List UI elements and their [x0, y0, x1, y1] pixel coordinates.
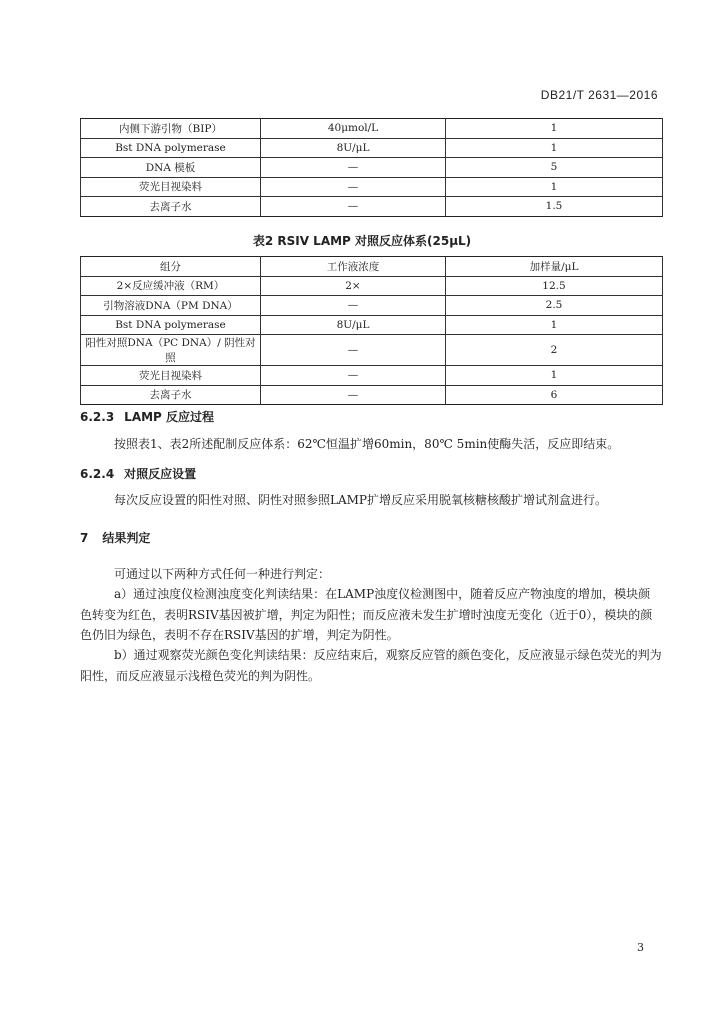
table-cell: Bst DNA polymerase	[81, 315, 261, 335]
table-cell: 1	[446, 315, 663, 335]
table-row	[81, 315, 663, 335]
table-cell: 1	[446, 177, 663, 197]
table-cell: 2	[446, 335, 663, 366]
section-title: 对照反应设置	[124, 467, 197, 481]
section-title: LAMP 反应过程	[124, 410, 215, 424]
table-cell: 阳性对照DNA（PC DNA）/ 阴性对照	[81, 335, 261, 366]
table-cell: —	[261, 158, 446, 178]
list-item-a: a）通过浊度仪检测浊度变化判读结果：在LAMP浊度仪检测图中，随着反应产物浊度的增加，模块颜色转变为红色，表明RSIV基因被扩增，判定为阳性；而反应液未发生扩增时浊度无变化（近于0），模块的颜色仍旧为绿色，表明不存在RSIV基因的扩增，判定为阴性。	[80, 587, 653, 642]
table-row	[81, 158, 663, 178]
document-standard-number: DB21/T 2631—2016	[540, 88, 658, 102]
table-cell: —	[261, 366, 446, 386]
table-cell: 5	[446, 158, 663, 178]
table-row	[81, 197, 663, 217]
table-cell: 1.5	[446, 197, 663, 217]
table-cell: DNA 模板	[81, 158, 261, 178]
table-row	[81, 385, 663, 405]
table-cell: —	[261, 335, 446, 366]
table-row	[81, 119, 663, 139]
list-item-b: b）通过观察荧光颜色变化判读结果：反应结束后，观察反应管的颜色变化，反应液显示绿色荧光的判为阳性，而反应液显示浅橙色荧光的判为阴性。	[80, 648, 662, 683]
table-cell: Bst DNA polymerase	[81, 138, 261, 158]
section-number: 6.2.4	[80, 467, 115, 481]
table-cell: 荧光目视染料	[81, 177, 261, 197]
table-row	[81, 138, 663, 158]
table-cell: 6	[446, 385, 663, 405]
table-cell: 12.5	[446, 276, 663, 296]
table-cell: 2.5	[446, 296, 663, 316]
table-cell: 去离子水	[81, 197, 261, 217]
table-cell: 内侧下游引物（BIP）	[81, 119, 261, 139]
table-cell: —	[261, 197, 446, 217]
table-cell: 1	[446, 366, 663, 386]
table-caption: 表2 RSIV LAMP 对照反应体系(25μL)	[252, 234, 472, 248]
table-cell: 1	[446, 138, 663, 158]
section-paragraph: 按照表1、表2所述配制反应体系：62℃恒温扩增60min，80℃ 5min使酶失活，反应即结束。	[114, 437, 620, 451]
table-cell: 2×反应缓冲液（RM）	[81, 276, 261, 296]
table-cell: 8U/μL	[261, 315, 446, 335]
column-header: 组分	[81, 257, 261, 277]
table-cell: 荧光目视染料	[81, 366, 261, 386]
section-heading-6-2-4	[80, 465, 196, 482]
reaction-system-table-continued	[80, 118, 663, 217]
section-paragraph: 可通过以下两种方式任何一种进行判定：	[114, 567, 331, 581]
column-header: 加样量/μL	[446, 257, 663, 277]
table-cell: 1	[446, 119, 663, 139]
section-number: 6.2.3	[80, 410, 115, 424]
control-reaction-system-table	[80, 256, 663, 405]
table-row	[81, 177, 663, 197]
column-header: 工作液浓度	[261, 257, 446, 277]
section-title: 结果判定	[102, 531, 151, 545]
table-cell: —	[261, 177, 446, 197]
table-cell: 去离子水	[81, 385, 261, 405]
table-cell: 8U/μL	[261, 138, 446, 158]
section-heading-7	[80, 529, 150, 546]
table-cell: —	[261, 296, 446, 316]
table-header-row	[81, 257, 663, 277]
table-row	[81, 296, 663, 316]
table-cell: 2×	[261, 276, 446, 296]
section-heading-6-2-3	[80, 408, 214, 425]
table-cell: —	[261, 385, 446, 405]
table-row	[81, 335, 663, 366]
section-paragraph: 每次反应设置的阳性对照、阴性对照参照LAMP扩增反应采用脱氧核糖核酸扩增试剂盒进行。	[114, 493, 607, 507]
table-row	[81, 366, 663, 386]
page-number: 3	[637, 941, 644, 954]
table-cell: 40μmol/L	[261, 119, 446, 139]
section-number: 7	[80, 531, 89, 545]
table-cell: 引物溶液DNA（PM DNA）	[81, 296, 261, 316]
table-row	[81, 276, 663, 296]
